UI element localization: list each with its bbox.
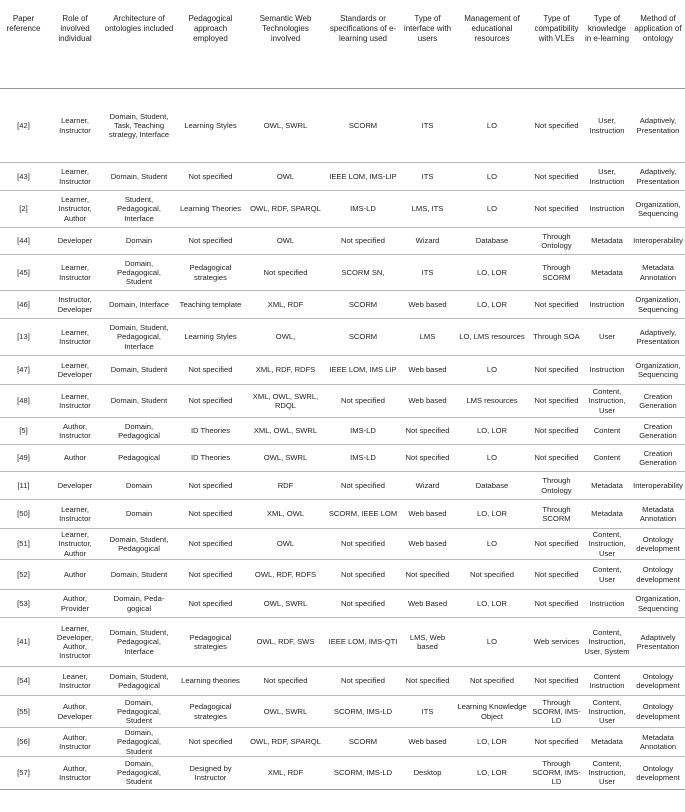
header-method: Method of application of ontology	[631, 0, 685, 89]
table-cell: [13]	[0, 319, 47, 356]
table-cell: Web Based	[401, 590, 454, 618]
table-row	[0, 418, 685, 445]
table-cell: ID Theories	[175, 445, 246, 472]
table-cell: Author, Instructor	[47, 728, 103, 757]
table-cell: Domain, Peda-gogical	[103, 590, 175, 618]
table-cell: Pedagogical	[103, 445, 175, 472]
table-cell: Metadata Annotation	[631, 500, 685, 529]
table-cell: Organization, Sequencing	[631, 191, 685, 228]
table-row	[0, 385, 685, 418]
table-cell: Domain, Pedagogical, Student	[103, 728, 175, 757]
table-row	[0, 472, 685, 500]
table-cell: Author, Instructor	[47, 756, 103, 789]
table-row	[0, 667, 685, 696]
table-cell: [46]	[0, 291, 47, 319]
table-cell: LO, LOR	[454, 500, 530, 529]
table-cell: Organization, Sequencing	[631, 590, 685, 618]
table-cell: Organization, Sequencing	[631, 356, 685, 385]
header-role: Role of involved individual	[47, 0, 103, 89]
table-cell: Designed by Instructor	[175, 756, 246, 789]
table-cell: Adaptively Presentation	[631, 618, 685, 667]
table-cell: LO, LOR	[454, 590, 530, 618]
table-cell: Ontology development	[631, 696, 685, 728]
table-cell: Content, Instruction, User	[583, 385, 631, 418]
table-cell: LO, LOR	[454, 255, 530, 291]
table-cell: Not specified	[175, 385, 246, 418]
table-cell: Learner, Developer, Author, Instructor	[47, 618, 103, 667]
table-cell: Wizard	[401, 472, 454, 500]
table-row	[0, 89, 685, 163]
table-cell: Ontology development	[631, 756, 685, 789]
table-cell: IEEE LOM, IMS-QTI	[325, 618, 401, 667]
table-row	[0, 696, 685, 728]
table-cell: OWL, SWRL	[246, 445, 325, 472]
table-cell: LO	[454, 191, 530, 228]
table-cell: LMS, Web based	[401, 618, 454, 667]
table-cell: Not specified	[325, 228, 401, 255]
table-cell: [51]	[0, 529, 47, 560]
header-compatibility: Type of compatibility with VLEs	[530, 0, 583, 89]
table-cell: [44]	[0, 228, 47, 255]
table-cell: Adaptively, Presentation	[631, 319, 685, 356]
table-cell: LO, LMS resources	[454, 319, 530, 356]
table-cell: Content	[583, 445, 631, 472]
table-cell: XML, OWL, SWRL, RDQL	[246, 385, 325, 418]
table-cell: Pedagogical strategies	[175, 255, 246, 291]
table-cell: Not specified	[530, 445, 583, 472]
table-cell: OWL, RDF, RDFS	[246, 560, 325, 590]
table-cell: Author	[47, 445, 103, 472]
table-cell: Domain, Student, Task, Teaching strategy, Interface	[103, 89, 175, 163]
header-knowledge: Type of knowledge in e-learning	[583, 0, 631, 89]
table-cell: Teaching template	[175, 291, 246, 319]
table-cell: Metadata	[583, 228, 631, 255]
table-cell: Not specified	[325, 560, 401, 590]
table-cell: Learner, Developer	[47, 356, 103, 385]
table-cell: Ontology development	[631, 667, 685, 696]
table-cell: Domain, Student	[103, 560, 175, 590]
table-cell: Pedagogical strategies	[175, 696, 246, 728]
header-standards: Standards or specifications of e-learning used	[325, 0, 401, 89]
table-cell: Not specified	[401, 418, 454, 445]
table-row	[0, 319, 685, 356]
table-cell: Through SCORM	[530, 255, 583, 291]
table-cell: Web based	[401, 728, 454, 757]
table-cell: Learner, Instructor	[47, 385, 103, 418]
table-cell: Not specified	[530, 529, 583, 560]
table-cell: SCORM	[325, 89, 401, 163]
table-cell: OWL	[246, 228, 325, 255]
table-cell: Through Ontology	[530, 228, 583, 255]
table-cell: Not specified	[454, 560, 530, 590]
table-cell: LO, LOR	[454, 728, 530, 757]
table-cell: Domain, Pedagogical, Student	[103, 696, 175, 728]
table-cell: Ontology development	[631, 560, 685, 590]
table-cell: LO, LOR	[454, 418, 530, 445]
table-row	[0, 728, 685, 757]
table-cell: Metadata	[583, 500, 631, 529]
table-cell: Learner, Instructor	[47, 255, 103, 291]
table-row	[0, 163, 685, 191]
table-cell: Not specified	[401, 667, 454, 696]
table-cell: SCORM, IMS-LD	[325, 696, 401, 728]
table-cell: [54]	[0, 667, 47, 696]
table-cell: Not specified	[530, 418, 583, 445]
table-row	[0, 445, 685, 472]
table-cell: Domain, Student	[103, 356, 175, 385]
table-cell: SCORM, IMS-LD	[325, 756, 401, 789]
table-cell: LMS resources	[454, 385, 530, 418]
table-cell: Creation Generation	[631, 385, 685, 418]
table-cell: Metadata Annotation	[631, 728, 685, 757]
table-cell: Learning Styles	[175, 319, 246, 356]
table-cell: Not specified	[530, 291, 583, 319]
table-cell: Web based	[401, 529, 454, 560]
table-cell: Metadata	[583, 728, 631, 757]
table-cell: Domain	[103, 472, 175, 500]
table-cell: [2]	[0, 191, 47, 228]
table-cell: Not specified	[401, 560, 454, 590]
table-row	[0, 191, 685, 228]
table-cell: ITS	[401, 89, 454, 163]
table-cell: Not specified	[530, 89, 583, 163]
table-cell: Instruction	[583, 291, 631, 319]
table-cell: OWL	[246, 529, 325, 560]
table-cell: ITS	[401, 255, 454, 291]
table-row	[0, 756, 685, 789]
table-cell: Leaner, Instructor	[47, 667, 103, 696]
header-pedagogical-approach: Pedagogical approach employed	[175, 0, 246, 89]
table-cell: Domain, Student, Pedagogical	[103, 529, 175, 560]
table-cell: Pedagogical strategies	[175, 618, 246, 667]
header-architecture: Architecture of ontologies included	[103, 0, 175, 89]
header-semantic-web: Semantic Web Technologies involved	[246, 0, 325, 89]
table-cell: Developer	[47, 228, 103, 255]
table-cell: Learning theories	[175, 667, 246, 696]
table-row	[0, 560, 685, 590]
table-cell: Web services	[530, 618, 583, 667]
table-row	[0, 618, 685, 667]
table-cell: Wizard	[401, 228, 454, 255]
table-cell: Domain, Student, Pedagogical	[103, 667, 175, 696]
table-cell: OWL, SWRL	[246, 590, 325, 618]
table-cell: Not specified	[175, 356, 246, 385]
table-row	[0, 228, 685, 255]
table-cell: Metadata	[583, 255, 631, 291]
table-cell: Not specified	[175, 472, 246, 500]
table-cell: Content, User	[583, 560, 631, 590]
table-cell: Through SCORM	[530, 500, 583, 529]
table-cell: SCORM	[325, 728, 401, 757]
table-cell: Domain	[103, 228, 175, 255]
table-cell: [41]	[0, 618, 47, 667]
table-cell: Through SCORM, IMS-LD	[530, 696, 583, 728]
table-cell: IMS-LD	[325, 418, 401, 445]
table-cell: Not specified	[175, 728, 246, 757]
table-cell: [5]	[0, 418, 47, 445]
table-cell: [57]	[0, 756, 47, 789]
table-cell: Instruction	[583, 191, 631, 228]
table-cell: Ontology development	[631, 529, 685, 560]
header-row	[0, 0, 685, 89]
table-cell: LO	[454, 356, 530, 385]
table-cell: Web based	[401, 500, 454, 529]
table-cell: Not specified	[530, 356, 583, 385]
table-row	[0, 255, 685, 291]
table-row	[0, 291, 685, 319]
table-cell: [49]	[0, 445, 47, 472]
table-cell: Instruction	[583, 356, 631, 385]
table-row	[0, 500, 685, 529]
table-cell: Adaptively, Presentation	[631, 163, 685, 191]
table-cell: IEEE LOM, IMS LIP	[325, 356, 401, 385]
table-cell: Not specified	[175, 163, 246, 191]
table-cell: Not specified	[325, 472, 401, 500]
table-cell: IEEE LOM, IMS-LIP	[325, 163, 401, 191]
table-cell: LMS	[401, 319, 454, 356]
table-cell: [52]	[0, 560, 47, 590]
table-cell: Domain	[103, 500, 175, 529]
table-cell: Domain, Interface	[103, 291, 175, 319]
table-cell: Not specified	[325, 590, 401, 618]
table-row	[0, 356, 685, 385]
table-cell: [43]	[0, 163, 47, 191]
table-cell: Desktop	[401, 756, 454, 789]
table-cell: OWL,	[246, 319, 325, 356]
table-cell: SCORM SN,	[325, 255, 401, 291]
table-cell: Not specified	[530, 667, 583, 696]
table-cell: Author, Instructor	[47, 418, 103, 445]
table-cell: IMS-LD	[325, 191, 401, 228]
table-cell: OWL, RDF, SPARQL	[246, 728, 325, 757]
table-cell: Learner, Instructor	[47, 500, 103, 529]
table-cell: Not specified	[530, 560, 583, 590]
table-cell: Content	[583, 418, 631, 445]
table-cell: Web based	[401, 291, 454, 319]
table-row	[0, 529, 685, 560]
table-cell: Domain, Student, Pedagogical, Interface	[103, 618, 175, 667]
table-cell: ITS	[401, 163, 454, 191]
table-cell: Domain, Student	[103, 385, 175, 418]
table-body	[0, 89, 685, 790]
table-cell: Organization, Sequencing	[631, 291, 685, 319]
table-cell: Not specified	[325, 667, 401, 696]
table-cell: OWL, SWRL	[246, 89, 325, 163]
table-row	[0, 590, 685, 618]
table-cell: IMS-LD	[325, 445, 401, 472]
table-cell: Domain, Student, Pedagogical, Interface	[103, 319, 175, 356]
table-cell: XML, RDF	[246, 291, 325, 319]
table-cell: XML, OWL, SWRL	[246, 418, 325, 445]
table-cell: Not specified	[246, 255, 325, 291]
table-cell: SCORM	[325, 319, 401, 356]
table-cell: Not specified	[175, 590, 246, 618]
table-cell: User, Instruction	[583, 89, 631, 163]
table-cell: Not specified	[530, 163, 583, 191]
table-cell: Not specified	[175, 529, 246, 560]
table-cell: Content, Instruction, User	[583, 529, 631, 560]
table-cell: ID Theories	[175, 418, 246, 445]
table-cell: Through Ontology	[530, 472, 583, 500]
table-cell: Learning Theories	[175, 191, 246, 228]
table-cell: Creation Generation	[631, 418, 685, 445]
table-cell: XML, OWL	[246, 500, 325, 529]
table-cell: Not specified	[530, 191, 583, 228]
table-cell: Content, Instruction, User	[583, 756, 631, 789]
table-cell: OWL	[246, 163, 325, 191]
table-cell: Creation Generation	[631, 445, 685, 472]
table-cell: Through SCORM, IMS-LD	[530, 756, 583, 789]
table-cell: Interoperability	[631, 228, 685, 255]
table-cell: Learner, Instructor	[47, 89, 103, 163]
table-cell: Content Instruction	[583, 667, 631, 696]
table-cell: Content, Instruction, User	[583, 696, 631, 728]
table-cell: Author, Provider	[47, 590, 103, 618]
table-cell: Domain, Pedagogical	[103, 418, 175, 445]
table-cell: Web based	[401, 385, 454, 418]
table-cell: Not specified	[325, 385, 401, 418]
table-cell: Metadata	[583, 472, 631, 500]
table-cell: Instruction	[583, 590, 631, 618]
table-cell: RDF	[246, 472, 325, 500]
table-cell: Interoperability	[631, 472, 685, 500]
table-cell: Metadata Annotation	[631, 255, 685, 291]
table-cell: Instructor, Developer	[47, 291, 103, 319]
table-cell: Developer	[47, 472, 103, 500]
table-cell: [47]	[0, 356, 47, 385]
table-cell: Not specified	[454, 667, 530, 696]
table-cell: Database	[454, 228, 530, 255]
table-cell: [55]	[0, 696, 47, 728]
table-cell: Author, Developer	[47, 696, 103, 728]
table-cell: LMS, ITS	[401, 191, 454, 228]
table-cell: Content, Instruction, User, System	[583, 618, 631, 667]
header-interface: Type of interface with users	[401, 0, 454, 89]
table-cell: [48]	[0, 385, 47, 418]
table-cell: Learner, Instructor	[47, 319, 103, 356]
table-cell: Not specified	[175, 228, 246, 255]
table-cell: Learner, Instructor, Author	[47, 529, 103, 560]
table-cell: Not specified	[175, 500, 246, 529]
table-cell: Database	[454, 472, 530, 500]
table-cell: Domain, Student	[103, 163, 175, 191]
table-cell: Adaptively, Presentation	[631, 89, 685, 163]
table-cell: LO, LOR	[454, 291, 530, 319]
table-cell: LO	[454, 89, 530, 163]
table-cell: XML, RDF	[246, 756, 325, 789]
table-cell: SCORM, IEEE LOM	[325, 500, 401, 529]
table-cell: Not specified	[530, 728, 583, 757]
table-cell: Not specified	[175, 560, 246, 590]
table-cell: User, Instruction	[583, 163, 631, 191]
table-cell: Author	[47, 560, 103, 590]
table-cell: ITS	[401, 696, 454, 728]
table-cell: [42]	[0, 89, 47, 163]
table-cell: Not specified	[401, 445, 454, 472]
table-cell: Learning Styles	[175, 89, 246, 163]
table-cell: SCORM	[325, 291, 401, 319]
table-cell: Not specified	[325, 529, 401, 560]
table-cell: OWL, RDF, SPARQL	[246, 191, 325, 228]
table-cell: [56]	[0, 728, 47, 757]
table-cell: [50]	[0, 500, 47, 529]
table-cell: XML, RDF, RDFS	[246, 356, 325, 385]
table-cell: Not specified	[530, 590, 583, 618]
table-cell: Web based	[401, 356, 454, 385]
table-cell: Not specified	[530, 385, 583, 418]
table-cell: [11]	[0, 472, 47, 500]
table-header	[0, 0, 685, 89]
table-cell: LO, LOR	[454, 756, 530, 789]
table-cell: LO	[454, 618, 530, 667]
table-cell: [53]	[0, 590, 47, 618]
header-paper-reference: Paper reference	[0, 0, 47, 89]
table-cell: Learning Knowledge Object	[454, 696, 530, 728]
table-cell: Learner, Instructor	[47, 163, 103, 191]
table-cell: Learner, Instructor, Author	[47, 191, 103, 228]
table-cell: LO	[454, 529, 530, 560]
table-cell: Domain, Pedagogical, Student	[103, 756, 175, 789]
table-cell: Student, Pedagogical, Interface	[103, 191, 175, 228]
table-cell: LO	[454, 163, 530, 191]
header-management: Management of educational resources	[454, 0, 530, 89]
table-cell: Domain, Pedagogical, Student	[103, 255, 175, 291]
table-cell: [45]	[0, 255, 47, 291]
table-cell: LO	[454, 445, 530, 472]
table-cell: OWL, RDF, SWS	[246, 618, 325, 667]
table-cell: Not specified	[246, 667, 325, 696]
table-cell: Through SOA	[530, 319, 583, 356]
table-cell: User	[583, 319, 631, 356]
table-cell: OWL, SWRL	[246, 696, 325, 728]
